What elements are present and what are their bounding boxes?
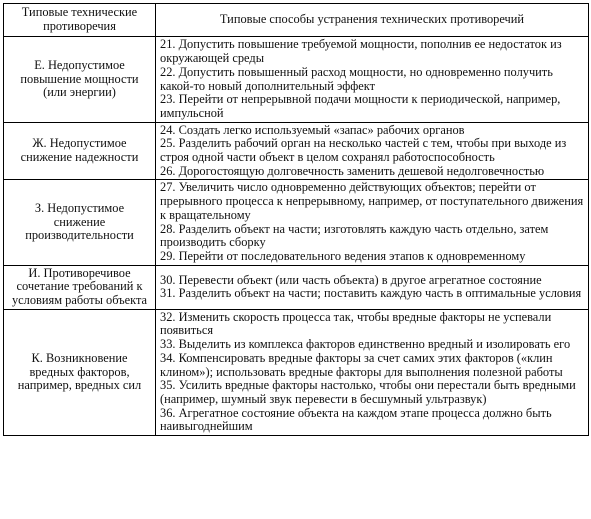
category-cell: К. Возникновение вредных факторов, например, вредных сил (4, 309, 156, 435)
method-35: 35. Усилить вредные факторы настолько, чтобы они перестали быть вредными (например, шумный звук перевести в бесшумный ультразвук) (160, 378, 576, 406)
table-row (4, 309, 589, 435)
method-23: 23. Перейти от непрерывной подачи мощности к периодической, например, импульсной (160, 92, 561, 120)
header-col-contradictions: Типовые технические противоречия (4, 4, 156, 37)
method-26: 26. Дорогостоящую долговечность заменить дешевой недолговечностью (160, 163, 545, 178)
table-row (4, 122, 589, 180)
method-33: 33. Выделить из комплекса факторов единственно вредный и изолировать его (160, 337, 571, 352)
category-cell: Е. Недопустимое повышение мощности (или энергии) (4, 37, 156, 122)
contradictions-table (3, 3, 589, 436)
method-24: 24. Создать легко используемый «запас» рабочих органов (160, 122, 465, 137)
header-col-methods: Типовые способы устранения технических противоречий (156, 4, 589, 37)
methods-cell (156, 37, 589, 122)
methods-cell (156, 122, 589, 180)
method-29: 29. Перейти от последовательного ведения этапов к одновременному (160, 248, 526, 263)
method-36: 36. Агрегатное состояние объекта на каждом этапе процесса должно быть наивыгоднейшим (160, 405, 552, 434)
methods-cell (156, 265, 589, 309)
method-25: 25. Разделить рабочий орган на несколько частей с тем, чтобы при выходе из строя одной части объект в целом сохранял работоспособность (160, 136, 567, 165)
method-30: 30. Перевести объект (или часть объекта) в другое агрегатное состояние (160, 272, 542, 287)
table-header-row (4, 4, 589, 37)
method-27: 27. Увеличить число одновременно действующих объектов; перейти от прерывного процесса к непрерывному, например, от поступательного движения к вращательному (160, 180, 584, 222)
table-row (4, 37, 589, 122)
method-28: 28. Разделить объект на части; изготовлять каждую часть отдельно, затем производить сборку (160, 221, 549, 250)
method-21: 21. Допустить повышение требуемой мощности, пополнив ее недостаток из окружающей среды (160, 37, 562, 66)
category-cell: И. Противоречивое сочетание требований к условиям работы объекта (4, 265, 156, 309)
method-34: 34. Компенсировать вредные факторы за счет самих этих факторов («клин клином»); использовать вредные факторы для выполнения полезной работы (160, 350, 563, 379)
method-31: 31. Разделить объект на части; поставить каждую часть в оптимальные условия (160, 286, 582, 301)
category-cell: З. Недопустимое снижение производительности (4, 180, 156, 265)
table-row (4, 180, 589, 265)
method-32: 32. Изменить скорость процесса так, чтобы вредные факторы не успевали появиться (160, 309, 552, 338)
category-cell: Ж. Недопустимое снижение надежности (4, 122, 156, 180)
method-22: 22. Допустить повышенный расход мощности, но одновременно получить какой-то новый дополнительный эффект (160, 64, 553, 93)
table-row (4, 265, 589, 309)
methods-cell (156, 309, 589, 435)
methods-cell (156, 180, 589, 265)
